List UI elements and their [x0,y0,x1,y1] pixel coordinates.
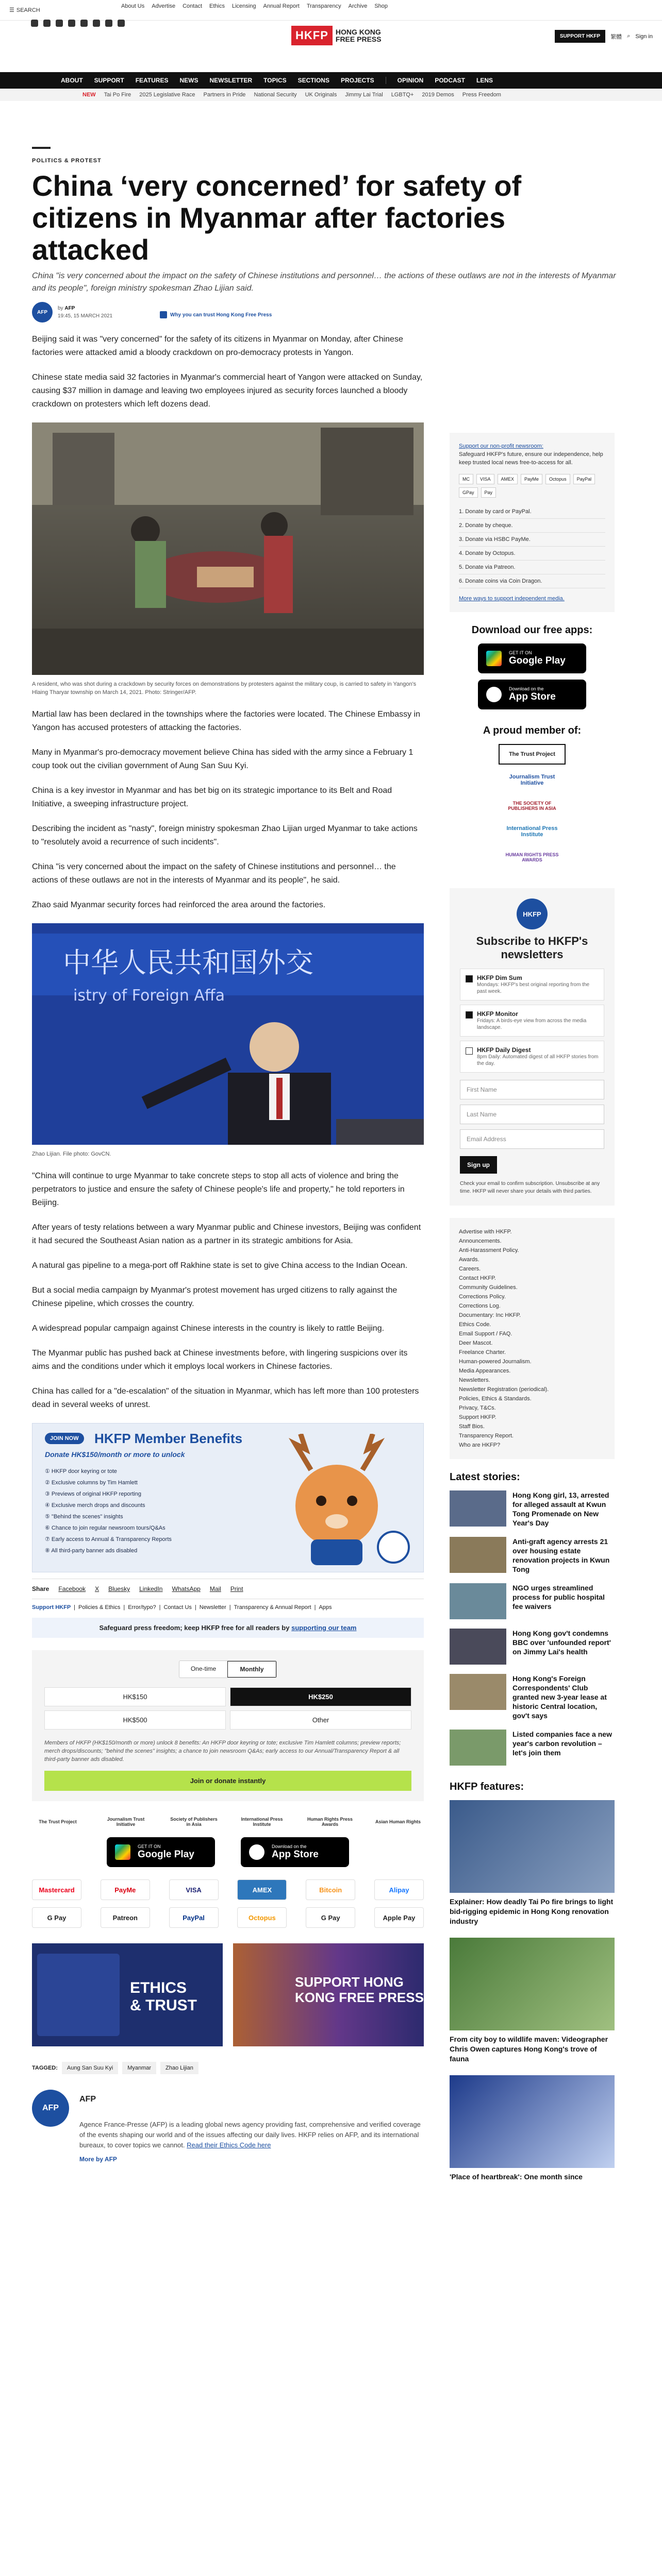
sopa-logo[interactable]: THE SOCIETY OF PUBLISHERS IN ASIA [508,801,556,811]
telegram-icon[interactable] [93,20,100,27]
support-hkfp-banner[interactable]: SUPPORT HONG KONG FREE PRESS [233,1943,424,2046]
newsletter-option[interactable]: HKFP Monitor Fridays: A birds-eye view from across the media landscape. [460,1005,604,1037]
latest-story[interactable]: Hong Kong's Foreign Correspondents' Club granted new 3-year lease at historic Central location, gov't says [450,1674,615,1720]
paragraph: Beijing said it was "very concerned" for the safety of its citizens in Myanmar on Monday, after Chinese factories were attacked amid a bloody crackdown on pro-democracy protests in Yangon. [32,335,403,357]
share-bluesky[interactable]: Bluesky [108,1585,130,1592]
applepay-icon: Pay [481,487,496,498]
linkedin-icon[interactable] [105,20,112,27]
paragraph: The Myanmar public has pushed back at Chinese investments before, with lingering suspicions over its aims and the conditions under which it employs local workers in Chinese factories. [32,1349,408,1371]
author-bio: Agence France-Presse (AFP) is a leading global news agency providing fast, comprehensive and verified coverage of the events shaping our world and of the issues affecting our daily lives. HKFP relies on AFP, and its international bureaux, to cover topics we cannot. Read their Ethics Code here [79,2121,421,2149]
x-icon[interactable] [43,20,51,27]
search-icon[interactable]: ⌕ [627,33,631,39]
contact-link[interactable]: Contact Us [163,1604,192,1611]
paragraph: A widespread popular campaign against Chinese interests in the country is likely to rattle Beijing. [32,1324,385,1333]
amount-option[interactable]: HK$150 [44,1687,226,1706]
support-team-link[interactable]: supporting our team [291,1624,357,1632]
logo-wordmark: HONG KONG FREE PRESS [335,28,382,43]
site-link[interactable]: Community Guidelines. [459,1284,518,1291]
donation-note: Members of HKFP (HK$150/month or more) unlock 8 benefits: An HKFP door keyring or tote; exclusive Tim Hamlett columns; preview reports; merch drops/discounts; "behind the scenes" insights; a chance to join newsroom Q&As; early access to our Annual/Transparency Report & all third-party banner ads disabled. [44,1740,401,1762]
support-text: Safeguard HKFP's future, ensure our independence, help keep trusted local news free-to-access for all. [459,451,603,466]
rss-icon[interactable] [118,20,125,27]
top-links [121,3,388,9]
site-link[interactable]: Deer Mascot. [459,1340,493,1346]
more-ways-link[interactable]: More ways to support independent media. [459,596,565,602]
ethics-trust-banner[interactable]: ETHICS & TRUST [32,1943,223,2046]
feature-story[interactable]: From city boy to wildlife maven: Videographer Chris Owen captures Hong Kong's trove of fauna [450,1938,615,2064]
story-thumbnail [450,1537,506,1573]
top-link-contact[interactable]: Contact [183,3,203,9]
site-link[interactable]: Anti-Harassment Policy. [459,1247,519,1253]
facebook-icon[interactable] [31,20,38,27]
support-links: Support HKFP | Policies & Ethics | Error/typo? | Contact Us | Newsletter | Transparency & Annual Report | Apps [32,1604,332,1611]
share-facebook[interactable]: Facebook [58,1585,86,1592]
trending-link[interactable]: 2019 Demos [422,92,454,98]
site-link[interactable]: Advertise with HKFP. [459,1229,512,1235]
donate-option[interactable]: 5. Donate via Patreon. [459,561,605,574]
paragraph: But a social media campaign by Myanmar's protest movement has urged citizens to rally against the Chinese pipeline, which crosses the country. [32,1286,398,1308]
site-link[interactable]: Email Support / FAQ. [459,1331,512,1337]
ipi-logo[interactable]: International Press Institute [506,825,558,838]
paragraph: China has called for a "de-escalation" of the situation in Myanmar, which has left more than 100 protesters dead in several weeks of unrest. [32,1387,419,1409]
first-name-field[interactable]: First Name [460,1080,604,1099]
gpay-icon: GPay [459,487,478,498]
top-link-archive[interactable]: Archive [348,3,368,9]
tag-link[interactable]: Myanmar [122,2062,156,2074]
gpay-icon: G Pay [306,1907,355,1928]
byline-meta: by AFP 19:45, 15 MARCH 2021 [58,306,113,319]
logo-mark: HKFP [291,26,333,45]
social-icons [31,20,125,27]
badge-sopa[interactable]: Society of Publishers in Asia [170,1817,218,1827]
nav-podcast[interactable]: PODCAST [435,77,465,84]
monthly-option[interactable]: Monthly [227,1661,276,1677]
story-thumbnail [450,1730,506,1766]
story-thumbnail [450,1490,506,1527]
site-link[interactable]: Announcements. [459,1238,502,1244]
photo-image [32,422,424,675]
payment-methods-row [32,1879,424,1900]
author-avatar[interactable]: AFP [32,302,53,323]
feature-story[interactable]: 'Place of heartbreak': One month since [450,2075,615,2182]
sign-in-link[interactable]: Sign in [635,33,653,40]
trending-link[interactable]: National Security [254,92,297,98]
latest-story[interactable]: NGO urges streamlined process for public hospital fee waivers [450,1583,615,1619]
payme-icon: PayMe [521,474,542,484]
jti-logo[interactable]: Journalism Trust Initiative [509,774,555,786]
nav-features[interactable]: FEATURES [135,77,169,84]
visa-icon: VISA [169,1879,219,1900]
benefit-item: ③ Previews of original HKFP reporting [45,1491,141,1497]
benefit-item: ⑥ Chance to join regular newsroom tours/Q&As [45,1525,166,1531]
top-link-licensing[interactable]: Licensing [232,3,256,9]
deer-mascot-icon [254,1434,414,1568]
spokesman-photo[interactable] [32,923,424,1145]
paragraph: Describing the incident as "nasty", foreign ministry spokesman Zhao Lijian urged Myanmar to take actions to "resolutely avoid a recurrence of such incidents". [32,824,418,846]
author-name[interactable]: AFP [79,2095,96,2104]
sidebar [450,433,615,2193]
badge-trust-project[interactable]: The Trust Project [39,1819,77,1824]
benefit-item: ④ Exclusive merch drops and discounts [45,1502,145,1509]
site-link[interactable]: Documentary: Inc HKFP. [459,1312,521,1318]
applepay-icon: Apple Pay [374,1907,424,1928]
site-link[interactable]: Human-powered Journalism. [459,1359,532,1365]
sign-up-button[interactable]: Sign up [460,1156,497,1174]
signup-note: Check your email to confirm subscription. Unsubscribe at any time. HKFP will never share your details with third parties. [460,1181,600,1194]
badge-ipi[interactable]: International Press Institute [241,1817,283,1827]
top-link-ethics[interactable]: Ethics [209,3,225,9]
nav-news[interactable]: NEWS [179,77,198,84]
author-box [32,2090,424,2163]
latest-story[interactable]: Hong Kong gov't condemns BBC over 'unfounded report' on Jimmy Lai's health [450,1629,615,1665]
amex-icon: AMEX [237,1879,287,1900]
trending-bar [0,89,662,101]
top-right-actions [555,30,653,43]
amount-option[interactable]: Other [230,1710,411,1730]
paragraph: After years of testy relations between a wary Myanmar public and Chinese investors, Beijing was confident it had secured the Southeast Asian nation as a partner in its strategic ambitions for Asia. [32,1223,421,1245]
article-category[interactable]: POLITICS & PROTEST [32,158,102,164]
mastercard-icon: MC [459,474,473,484]
feature-story[interactable]: Explainer: How deadly Tai Po fire brings to light bid-rigging epidemic in Hong Kong renovation industry [450,1800,615,1926]
latest-story[interactable]: Hong Kong girl, 13, arrested for alleged assault at Kwun Tong Promenade on New Year's Day [450,1490,615,1528]
photo-image [32,923,424,1145]
safeguard-banner: Safeguard press freedom; keep HKFP free for all readers by supporting our team [32,1618,424,1638]
support-hkfp-link[interactable]: Support HKFP [32,1604,71,1611]
google-play-icon [486,651,502,666]
sidebar-app-buttons [450,643,615,709]
apps-link[interactable]: Apps [319,1604,332,1611]
policies-link[interactable]: Policies & Ethics [78,1604,121,1611]
trending-link[interactable]: UK Originals [305,92,337,98]
gpay-icon: G Pay [32,1907,81,1928]
site-links [450,1218,615,1459]
site-link[interactable]: Corrections Log. [459,1303,501,1309]
nav-sections[interactable]: SECTIONS [297,77,329,84]
site-link[interactable]: Awards. [459,1257,479,1263]
apps-heading: Download our free apps: [471,624,593,636]
share-linkedin[interactable]: LinkedIn [139,1585,163,1592]
google-play-icon [115,1844,130,1860]
hkfp-badge: HKFP [517,899,548,929]
benefits-title: HKFP Member Benefits [94,1431,243,1446]
accreditation-badges [32,1817,424,1827]
google-play-button[interactable]: GET IT ON Google Play [478,643,586,673]
mastercard-icon: Mastercard [32,1879,81,1900]
lead-photo[interactable] [32,422,424,675]
paragraph: Martial law has been declared in the townships where the factories were located. The Chinese Embassy in Yangon has accused protesters of attacking the factories. [32,710,420,732]
nav-topics[interactable]: TOPICS [263,77,287,84]
top-link-advertise[interactable]: Advertise [152,3,176,9]
donate-option[interactable]: 1. Donate by card or PayPal. [459,505,605,519]
feature-image [450,2075,615,2168]
app-store-button[interactable]: Download on the App Store [241,1837,349,1867]
trending-link[interactable]: Partners in Pride [203,92,246,98]
member-heading: A proud member of: [483,725,582,736]
svg-text:中华人民共和国外交: 中华人民共和国外交 [63,946,313,979]
story-thumbnail [450,1674,506,1710]
trending-link[interactable]: 2025 Legislative Race [139,92,195,98]
tag-list: TAGGED: Aung San Suu Kyi Myanmar Zhao Lijian [32,2062,424,2074]
paragraph: Chinese state media said 32 factories in Myanmar's commercial heart of Yangon were attacked on Sunday, causing $37 million in damage and leaving two employees injured as security forces launched a bloody crackdown on protesters which left dozens dead. [32,373,423,409]
donation-widget [32,1650,424,1801]
donate-option[interactable]: 6. Donate coins via Coin Dragon. [459,574,605,588]
apple-icon [249,1844,264,1860]
badge-jti[interactable]: Journalism Trust Initiative [107,1817,145,1827]
payment-methods-row [32,1907,424,1928]
latest-story[interactable]: Anti-graft agency arrests 21 over housing estate renovation projects in Kwun Tong [450,1537,615,1574]
nav-lens[interactable]: LENS [476,77,493,84]
feature-image [450,1800,615,1893]
top-link-annual-report[interactable]: Annual Report [263,3,300,9]
kicker-bar [32,147,51,149]
share-bar [32,1579,424,1599]
new-label: NEW [82,92,96,98]
paragraph: Zhao said Myanmar security forces had reinforced the area around the factories. [32,901,326,909]
trending-link[interactable]: Jimmy Lai Trial [345,92,383,98]
latest-story[interactable]: Listed companies face a new year's carbon revolution – let's join them [450,1730,615,1766]
email-field[interactable]: Email Address [460,1129,604,1149]
site-link[interactable]: Who are HKFP? [459,1442,501,1448]
donate-option[interactable]: 2. Donate by cheque. [459,519,605,533]
join-donate-button[interactable]: Join or donate instantly [44,1771,411,1791]
newsletter-signup [450,888,615,1206]
hrpa-logo[interactable]: HUMAN RIGHTS PRESS AWARDS [505,852,559,862]
site-link[interactable]: Careers. [459,1266,481,1272]
paypal-icon: PayPal [573,474,595,484]
benefits-subtitle: Donate HK$150/month or more to unlock [45,1450,185,1459]
tag-link[interactable]: Zhao Lijian [160,2062,198,2074]
nav-newsletter[interactable]: NEWSLETTER [209,77,253,84]
site-link[interactable]: Media Appearances. [459,1368,511,1374]
top-link-about[interactable]: About Us [121,3,145,9]
trending-link[interactable]: LGBTQ+ [391,92,414,98]
benefit-item: ⑤ "Behind the scenes" insights [45,1514,123,1520]
site-link[interactable]: Ethics Code. [459,1321,491,1328]
one-time-option[interactable]: One-time [190,1665,217,1672]
story-thumbnail [450,1629,506,1665]
youtube-icon[interactable] [80,20,88,27]
benefit-item: ⑦ Early access to Annual & Transparency Reports [45,1536,172,1543]
tag-link[interactable]: Aung San Suu Kyi [62,2062,118,2074]
photo-caption: A resident, who was shot during a crackdown by security forces on demonstrations by protesters against the military coup, is carried to safety in Yangon's Hlaing Tharyar township on March 14, 2021. Photo: Stringer/AFP. [32,681,417,696]
photo-caption: Zhao Lijian. File photo: GovCN. [32,1151,111,1157]
site-link[interactable]: Newsletters. [459,1377,490,1383]
latest-heading: Latest stories: [450,1471,520,1483]
nav-about[interactable]: ABOUT [61,77,83,84]
feature-image [450,1938,615,2030]
article-standfirst: China "is very concerned about the impact on the safety of Chinese institutions and personnel… the actions of these outlaws are not in the interests of Myanmar and its people", foreign ministry spokesman Zhao Lijian said. [32,272,616,293]
payment-icons [459,474,605,498]
nav-opinion[interactable]: OPINION [397,77,424,84]
site-link[interactable]: Transparency Report. [459,1433,514,1439]
support-newsroom-link[interactable]: Support our non-profit newsroom: [459,443,543,449]
frequency-toggle [179,1660,277,1678]
site-link[interactable]: Privacy, T&Cs. [459,1405,496,1411]
checkbox-checked[interactable] [466,975,473,982]
article-title: China ‘very concerned’ for safety of citizens in Myanmar after factories attacked [32,170,522,266]
benefit-item: ② Exclusive columns by Tim Hamlett [45,1480,138,1486]
member-benefits-banner[interactable] [32,1423,424,1572]
hamburger-icon: ☰ [9,7,14,13]
trending-link[interactable]: Tai Po Fire [104,92,131,98]
share-label: Share [32,1585,49,1592]
svg-text:istry of Foreign Affa: istry of Foreign Affa [73,987,225,1005]
donate-option[interactable]: 3. Donate via HSBC PayMe. [459,533,605,547]
checkbox[interactable] [466,1047,473,1055]
instagram-icon[interactable] [56,20,63,27]
benefit-item: ⑧ All third-party banner ads disabled [45,1548,138,1554]
checkbox-checked[interactable] [466,1011,473,1019]
apple-icon [486,687,502,702]
author-link[interactable]: AFP [64,306,75,311]
app-store-button[interactable]: Download on the App Store [478,680,586,709]
features-heading: HKFP features: [450,1781,524,1792]
support-card [450,433,615,612]
share-x[interactable]: X [95,1585,100,1592]
newsletter-title: Subscribe to HKFP's newsletters [476,935,588,961]
site-link[interactable]: Freelance Charter. [459,1349,506,1355]
paragraph: Many in Myanmar's pro-democracy movement believe China has sided with the army since a February 1 coup took out the civilian government of Aung San Suu Kyi. [32,748,413,770]
error-link[interactable]: Error/typo? [128,1604,156,1611]
language-toggle[interactable]: 繁體 [610,33,622,40]
amex-icon: AMEX [498,474,518,484]
support-button[interactable]: SUPPORT HKFP [555,30,605,43]
paragraph: "China will continue to urge Myanmar to take concrete steps to stop all acts of violence and bring the perpetrators to justice and ensure the safety of Chinese people's life and property," he told reporters in Beijing. [32,1172,405,1207]
share-whatsapp[interactable]: WhatsApp [172,1585,201,1592]
threads-icon[interactable] [68,20,75,27]
top-link-shop[interactable]: Shop [374,3,388,9]
site-link[interactable]: Contact HKFP. [459,1275,496,1281]
transparency-link[interactable]: Transparency & Annual Report [234,1604,311,1611]
benefit-item: ① HKFP door keyring or tote [45,1468,117,1475]
trust-link[interactable]: Why you can trust Hong Kong Free Press [160,311,272,318]
badge-hrpa[interactable]: Human Rights Press Awards [307,1817,353,1827]
author-avatar[interactable]: AFP [32,2090,69,2127]
top-link-transparency[interactable]: Transparency [306,3,341,9]
site-link[interactable]: Policies, Ethics & Standards. [459,1396,532,1402]
site-logo[interactable] [291,26,382,45]
visa-icon: VISA [476,474,494,484]
amount-option[interactable]: HK$500 [44,1710,226,1730]
site-link[interactable]: Newsletter Registration (periodical). [459,1386,549,1393]
last-name-field[interactable]: Last Name [460,1105,604,1124]
app-store-buttons [32,1837,424,1867]
paypal-icon: PayPal [169,1907,219,1928]
amount-option-selected[interactable]: HK$250 [230,1687,411,1706]
ethics-code-link[interactable]: Read their Ethics Code here [187,2141,271,2149]
share-mail[interactable]: Mail [209,1585,221,1592]
promo-banners [32,1943,424,2046]
paragraph: A natural gas pipeline to a mega-port off Rakhine state is set to give China access to the Indian Ocean. [32,1261,408,1270]
amount-options [44,1687,411,1730]
site-link[interactable]: Staff Bios. [459,1423,485,1430]
story-thumbnail [450,1583,506,1619]
more-by-author-link[interactable]: More by AFP [79,2156,117,2163]
publish-date: 19:45, 15 MARCH 2021 [58,313,113,319]
trending-link[interactable]: Press Freedom [462,92,501,98]
payme-icon: PayMe [101,1879,150,1900]
benefits-list [45,1466,172,1556]
bitcoin-icon: Bitcoin [306,1879,355,1900]
trust-project-logo[interactable]: The Trust Project [499,744,566,765]
donate-option[interactable]: 4. Donate by Octopus. [459,547,605,561]
donate-options [459,505,605,588]
newsletter-option[interactable]: HKFP Daily Digest 8pm Daily: Automated digest of all HKFP stories from the day. [460,1041,604,1073]
nav-support[interactable]: SUPPORT [94,77,124,84]
alipay-icon: Alipay [374,1879,424,1900]
join-now-pill[interactable]: JOIN NOW [45,1433,84,1444]
share-print[interactable]: Print [230,1585,243,1592]
paragraph: China is a key investor in Myanmar and has bet big on its strategic importance to its Belt and Road Initiative, a sweeping infrastructure project. [32,786,392,808]
badge-asian-hr[interactable]: Asian Human Rights [375,1819,421,1824]
octopus-icon: Octopus [545,474,570,484]
newsletter-option[interactable]: HKFP Dim Sum Mondays: HKFP's best original reporting from the past week. [460,969,604,1001]
patreon-icon: Patreon [101,1907,150,1928]
nav-projects[interactable]: PROJECTS [340,77,374,84]
octopus-icon: Octopus [237,1907,287,1928]
paragraph: China "is very concerned about the impact on the safety of Chinese institutions and personnel… the actions of these outlaws are not in the interests of Myanmar and its people", he said. [32,862,396,885]
search-button[interactable]: ☰ SEARCH [9,7,40,13]
site-link[interactable]: Corrections Policy. [459,1294,506,1300]
google-play-button[interactable]: GET IT ON Google Play [107,1837,215,1867]
newsletter-link[interactable]: Newsletter [199,1604,226,1611]
site-link[interactable]: Support HKFP. [459,1414,496,1420]
article-body [32,333,424,2163]
main-nav [0,72,662,89]
trust-icon [160,311,167,318]
byline [32,302,112,323]
